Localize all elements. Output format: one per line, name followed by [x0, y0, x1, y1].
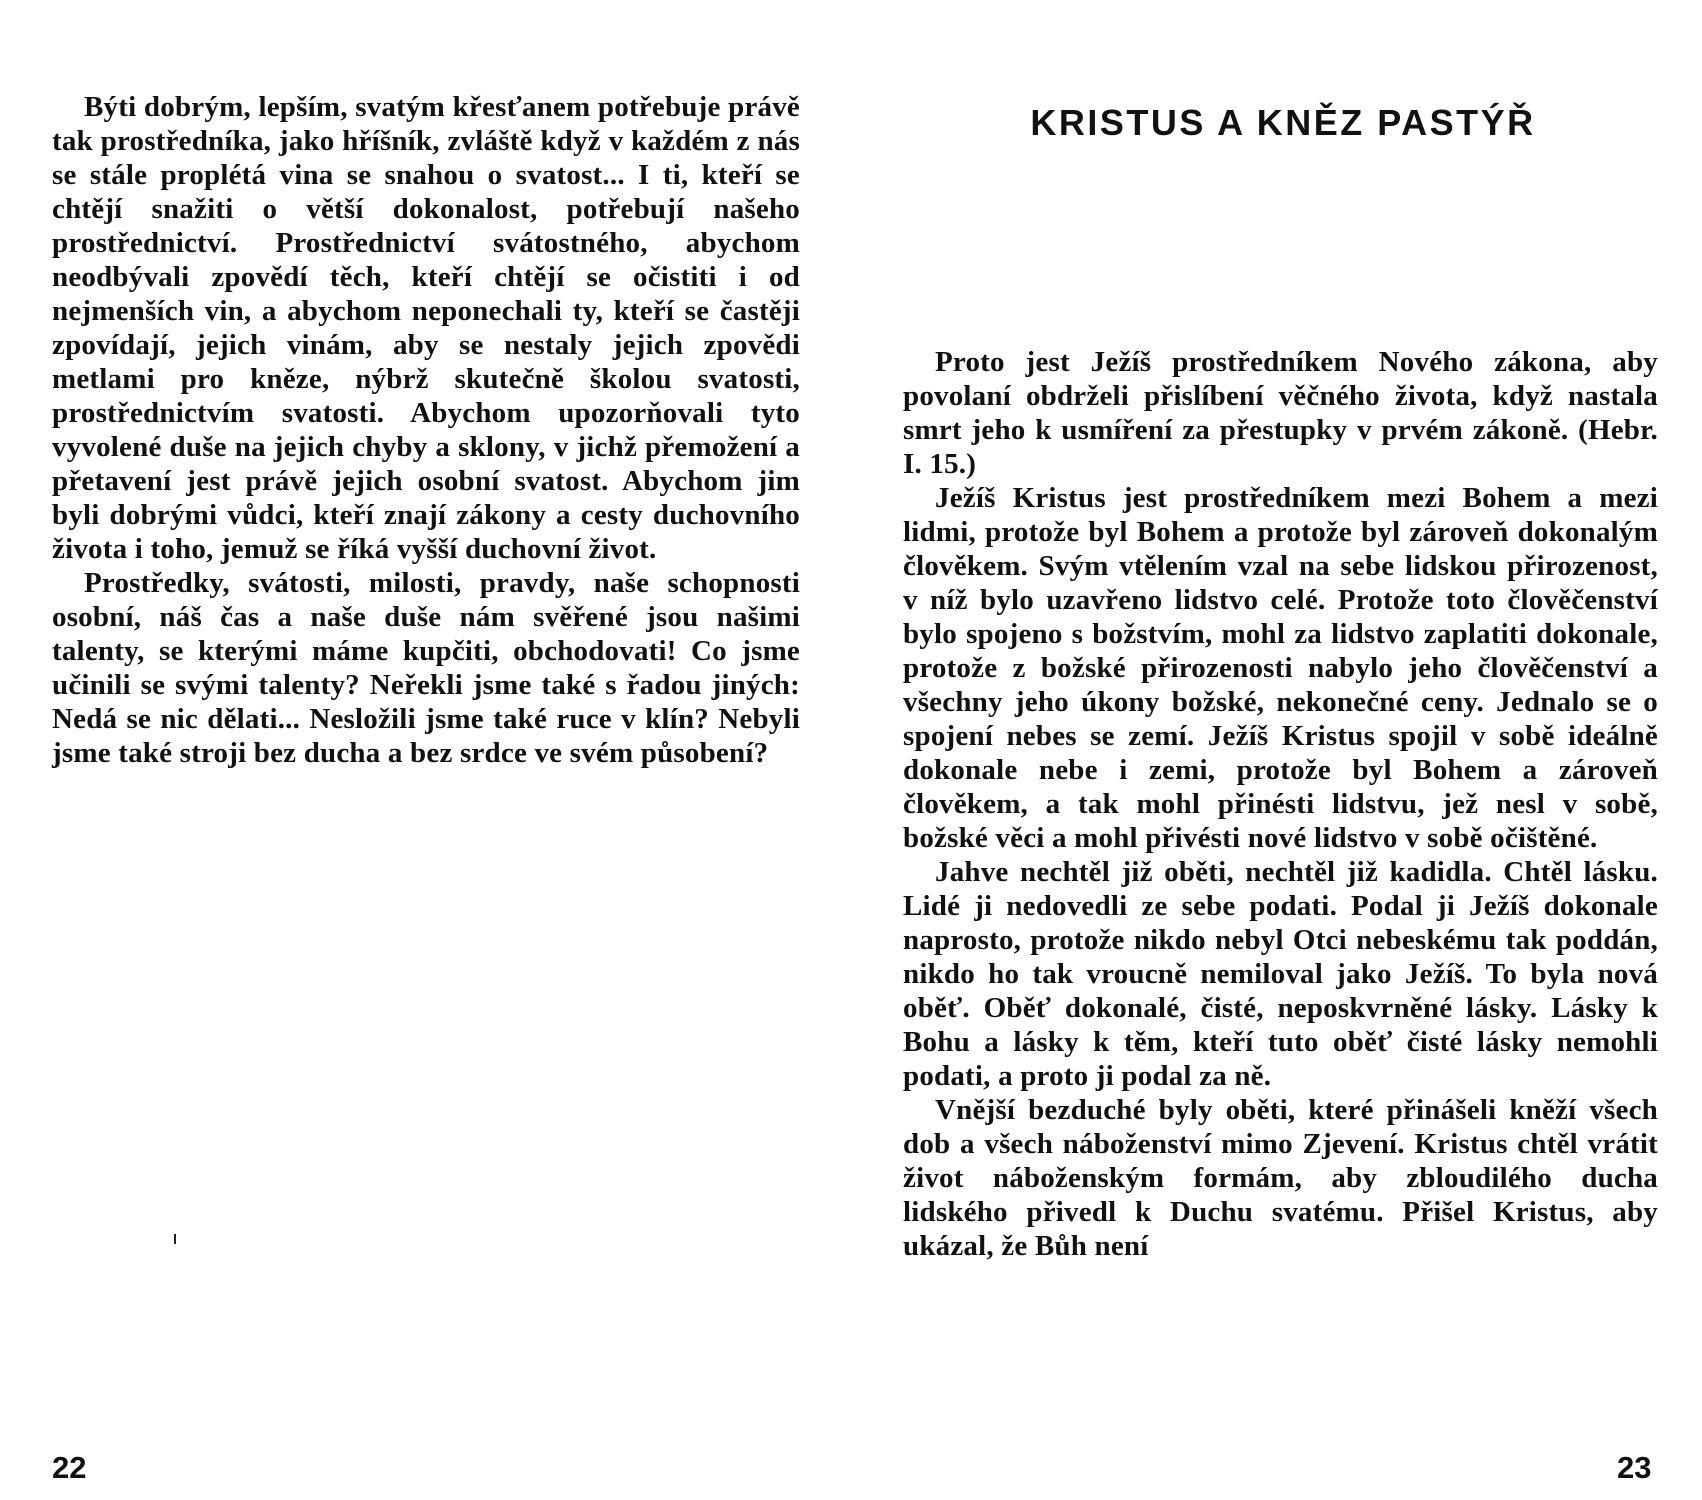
left-page-number: 22: [52, 1450, 87, 1485]
left-paragraph-2: Prostředky, svátosti, milosti, pravdy, naše schopnosti osobní, náš čas a naše duše nám svěřené jsou našimi talenty, se kterými máme kupčiti, obchodovati! Co jsme učinili se svými talenty? Neřekli jsme také s řadou jiných: Nedá se nic dělati... Nesložili jsme také ruce v klín? Nebyli jsme také stroji bez ducha a bez srdce ve svém působení?: [52, 567, 800, 769]
right-paragraph-1: Proto jest Ježíš prostředníkem Nového zákona, aby povolaní obdrželi přislíbení věčného života, když nastala smrt jeho k usmíření za přestupky v prvém zákoně. (Hebr. I. 15.): [903, 346, 1658, 480]
right-page: [851, 0, 1702, 1500]
left-page-text: [52, 90, 800, 770]
right-paragraph-3: Jahve nechtěl již oběti, nechtěl již kadidla. Chtěl lásku. Lidé ji nedovedli ze sebe podati. Podal ji Ježíš dokonale naprosto, protože nikdo nebyl Otci nebeskému tak poddán, nikdo ho tak vroucně nemiloval jako Ježíš. To byla nová oběť. Oběť dokonalé, čisté, neposkvrněné lásky. Lásky k Bohu a lásky k těm, kteří tuto oběť čisté lásky nemohli podati, a proto ji podal za ně.: [903, 856, 1658, 1092]
right-paragraph-4: Vnější bezduché byly oběti, které přinášeli kněží všech dob a všech náboženství mimo Zjevení. Kristus chtěl vrátit život náboženským formám, aby zbloudilého ducha lidského přivedl k Duchu svatému. Přišel Kristus, aby ukázal, že Bůh není: [903, 1094, 1658, 1262]
right-page-text: [903, 345, 1658, 1263]
chapter-heading: KRISTUS A KNĚZ PASTÝŘ: [1030, 102, 1536, 143]
right-page-number: 23: [1617, 1450, 1652, 1485]
right-paragraph-2: Ježíš Kristus jest prostředníkem mezi Bohem a mezi lidmi, protože byl Bohem a protože byl zároveň dokonalým člověkem. Svým vtělením vzal na sebe lidskou přirozenost, v níž bylo uzavřeno lidstvo celé. Protože toto člověčenství bylo spojeno s božstvím, mohl za lidstvo zaplatiti dokonale, protože z božské přirozenosti nabylo jeho člověčenství a všechny jeho úkony božské, nekonečné ceny. Jednalo se o spojení nebes se zemí. Ježíš Kristus spojil v sobě ideálně dokonale nebe i zemi, protože byl Bohem a zároveň člověkem, a tak mohl přinésti lidstvu, jež nesl v sobě, božské věci a mohl přivésti nové lidstvo v sobě očištěné.: [903, 482, 1658, 854]
left-paragraph-1: Býti dobrým, lepším, svatým křesťanem potřebuje právě tak prostředníka, jako hříšník, zvláště když v každém z nás se stále proplétá vina se snahou o svatost... I ti, kteří se chtějí snažiti o větší dokonalost, potřebují našeho prostřednictví. Prostřednictví svátostného, abychom neodbývali zpovědí těch, kteří chtějí se očistiti i od nejmenších vin, a abychom neponechali ty, kteří se častěji zpovídají, jejich vinám, aby se nestaly jejich zpovědi metlami pro kněze, nýbrž skutečně školou svatosti, prostřednictvím svatosti. Abychom upozorňovali tyto vyvolené duše na jejich chyby a sklony, v jichž přemožení a přetavení jest právě jejich osobní svatost. Abychom jim byli dobrými vůdci, kteří znají zákony a cesty duchovního života i toho, jemuž se říká vyšší duchovní život.: [52, 91, 800, 565]
print-speck: [174, 1234, 176, 1244]
